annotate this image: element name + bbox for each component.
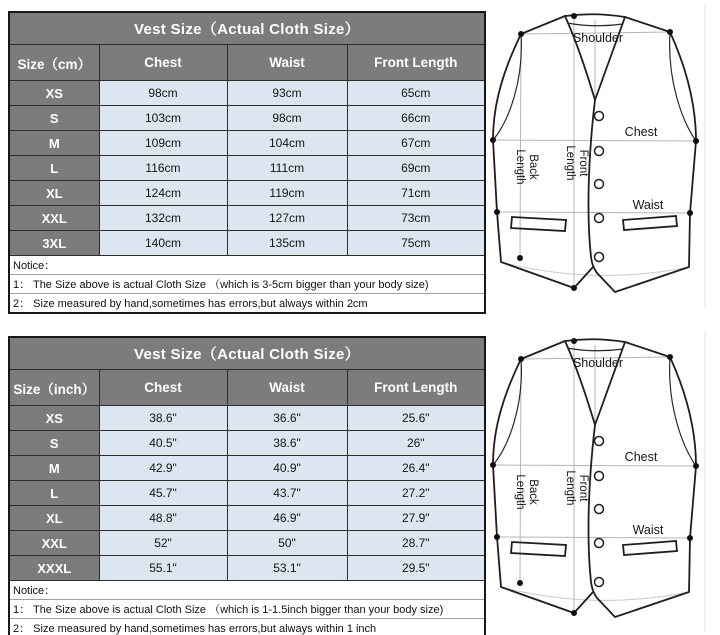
chest-value: 42.9" <box>99 456 227 481</box>
size-label: XXL <box>9 531 99 556</box>
chest-value: 40.5" <box>99 431 227 456</box>
front-length-value: 65cm <box>347 81 485 106</box>
chest-value: 45.7" <box>99 481 227 506</box>
table-row <box>9 556 485 581</box>
label-line: Length <box>514 149 526 185</box>
chest-value: 55.1" <box>99 556 227 581</box>
table-header-row <box>9 370 485 406</box>
table-row <box>9 106 485 131</box>
table-row <box>9 231 485 256</box>
vest-buttons <box>595 437 604 587</box>
column-header-waist: Waist <box>227 370 347 406</box>
size-label: L <box>9 481 99 506</box>
size-label: XS <box>9 406 99 431</box>
waist-value: 43.7" <box>227 481 347 506</box>
waist-label: Waist <box>632 198 664 212</box>
size-label: XL <box>9 506 99 531</box>
waist-value: 50" <box>227 531 347 556</box>
waist-value: 104cm <box>227 131 347 156</box>
waist-value: 127cm <box>227 206 347 231</box>
notice-line-1: 1： The Size above is actual Cloth Size （which is 3-5cm bigger than your body size) <box>9 275 485 294</box>
vest-diagram <box>487 5 716 308</box>
shoulder-label: Shoulder <box>572 356 624 370</box>
front-length-value: 29.5" <box>347 556 485 581</box>
size-label: XL <box>9 181 99 206</box>
front-length-label <box>564 145 589 180</box>
table-row <box>9 531 485 556</box>
notice-line-row <box>9 275 485 294</box>
waist-value: 53.1" <box>227 556 347 581</box>
waist-value: 36.6" <box>227 406 347 431</box>
table-title-row <box>9 12 485 45</box>
chest-value: 124cm <box>99 181 227 206</box>
chest-value: 103cm <box>99 106 227 131</box>
table-title: Vest Size（Actual Cloth Size） <box>9 337 485 370</box>
chest-label: Chest <box>624 450 658 464</box>
front-length-value: 27.9" <box>347 506 485 531</box>
vest-buttons <box>595 112 604 262</box>
chest-value: 140cm <box>99 231 227 256</box>
front-length-value: 67cm <box>347 131 485 156</box>
size-label: M <box>9 456 99 481</box>
front-length-value: 25.6" <box>347 406 485 431</box>
table-row <box>9 506 485 531</box>
notice-line-row <box>9 619 485 635</box>
chest-label: Chest <box>624 125 658 139</box>
front-length-value: 26.4" <box>347 456 485 481</box>
column-header-size: Size（inch） <box>9 370 99 406</box>
table-row <box>9 181 485 206</box>
waist-value: 38.6" <box>227 431 347 456</box>
size-label: XS <box>9 81 99 106</box>
waist-value: 111cm <box>227 156 347 181</box>
chest-value: 132cm <box>99 206 227 231</box>
notice-line-row <box>9 294 485 314</box>
notice-line-2: 2： Size measured by hand,sometimes has errors,but always within 1 inch <box>9 619 485 635</box>
waist-value: 119cm <box>227 181 347 206</box>
notice-line-1: 1： The Size above is actual Cloth Size （which is 1-1.5inch bigger than your body size) <box>9 600 485 619</box>
label-line: Length <box>514 474 526 510</box>
column-header-front-length: Front Length <box>347 45 485 81</box>
chest-value: 38.6" <box>99 406 227 431</box>
column-header-chest: Chest <box>99 45 227 81</box>
size-label: 3XL <box>9 231 99 256</box>
back-length-label <box>514 474 539 509</box>
table-title-row <box>9 337 485 370</box>
table-row <box>9 431 485 456</box>
front-length-value: 28.7" <box>347 531 485 556</box>
waist-value: 135cm <box>227 231 347 256</box>
chest-value: 48.8" <box>99 506 227 531</box>
front-length-value: 66cm <box>347 106 485 131</box>
vest-diagram <box>487 330 716 633</box>
front-length-value: 71cm <box>347 181 485 206</box>
size-table-inch <box>8 336 486 635</box>
waist-label: Waist <box>632 523 664 537</box>
chest-value: 52" <box>99 531 227 556</box>
notice-heading: Notice： <box>9 256 485 275</box>
front-length-value: 73cm <box>347 206 485 231</box>
table-row <box>9 481 485 506</box>
waist-value: 40.9" <box>227 456 347 481</box>
table-header-row <box>9 45 485 81</box>
table-row <box>9 456 485 481</box>
notice-line-2: 2： Size measured by hand,sometimes has errors,but always within 2cm <box>9 294 485 314</box>
vest-diagram-panel-cm <box>487 5 716 308</box>
column-header-front-length: Front Length <box>347 370 485 406</box>
size-label: L <box>9 156 99 181</box>
front-length-value: 69cm <box>347 156 485 181</box>
front-length-label <box>564 470 589 505</box>
size-label: S <box>9 431 99 456</box>
size-label: M <box>9 131 99 156</box>
label-line: Length <box>564 145 576 181</box>
notice-heading-row <box>9 581 485 600</box>
table-row <box>9 156 485 181</box>
back-length-label <box>514 149 539 184</box>
notice-heading-row <box>9 256 485 275</box>
vest-diagram-panel-inch <box>487 330 716 633</box>
table-row <box>9 131 485 156</box>
table-row <box>9 406 485 431</box>
chest-value: 98cm <box>99 81 227 106</box>
table-row <box>9 81 485 106</box>
notice-heading: Notice： <box>9 581 485 600</box>
waist-value: 98cm <box>227 106 347 131</box>
chest-value: 116cm <box>99 156 227 181</box>
table-row <box>9 206 485 231</box>
column-header-chest: Chest <box>99 370 227 406</box>
front-length-value: 75cm <box>347 231 485 256</box>
size-label: S <box>9 106 99 131</box>
label-line: Front <box>577 149 589 177</box>
label-line: Length <box>564 470 576 506</box>
table-title: Vest Size（Actual Cloth Size） <box>9 12 485 45</box>
front-length-value: 27.2" <box>347 481 485 506</box>
size-label: XXXL <box>9 556 99 581</box>
waist-value: 46.9" <box>227 506 347 531</box>
label-line: Front <box>577 474 589 502</box>
column-header-size: Size（cm） <box>9 45 99 81</box>
label-line: Back <box>527 479 539 505</box>
notice-line-row <box>9 600 485 619</box>
column-header-waist: Waist <box>227 45 347 81</box>
size-label: XXL <box>9 206 99 231</box>
shoulder-label: Shoulder <box>572 31 624 45</box>
size-table-cm <box>8 11 486 314</box>
front-length-value: 26" <box>347 431 485 456</box>
waist-value: 93cm <box>227 81 347 106</box>
chest-value: 109cm <box>99 131 227 156</box>
label-line: Back <box>527 154 539 180</box>
